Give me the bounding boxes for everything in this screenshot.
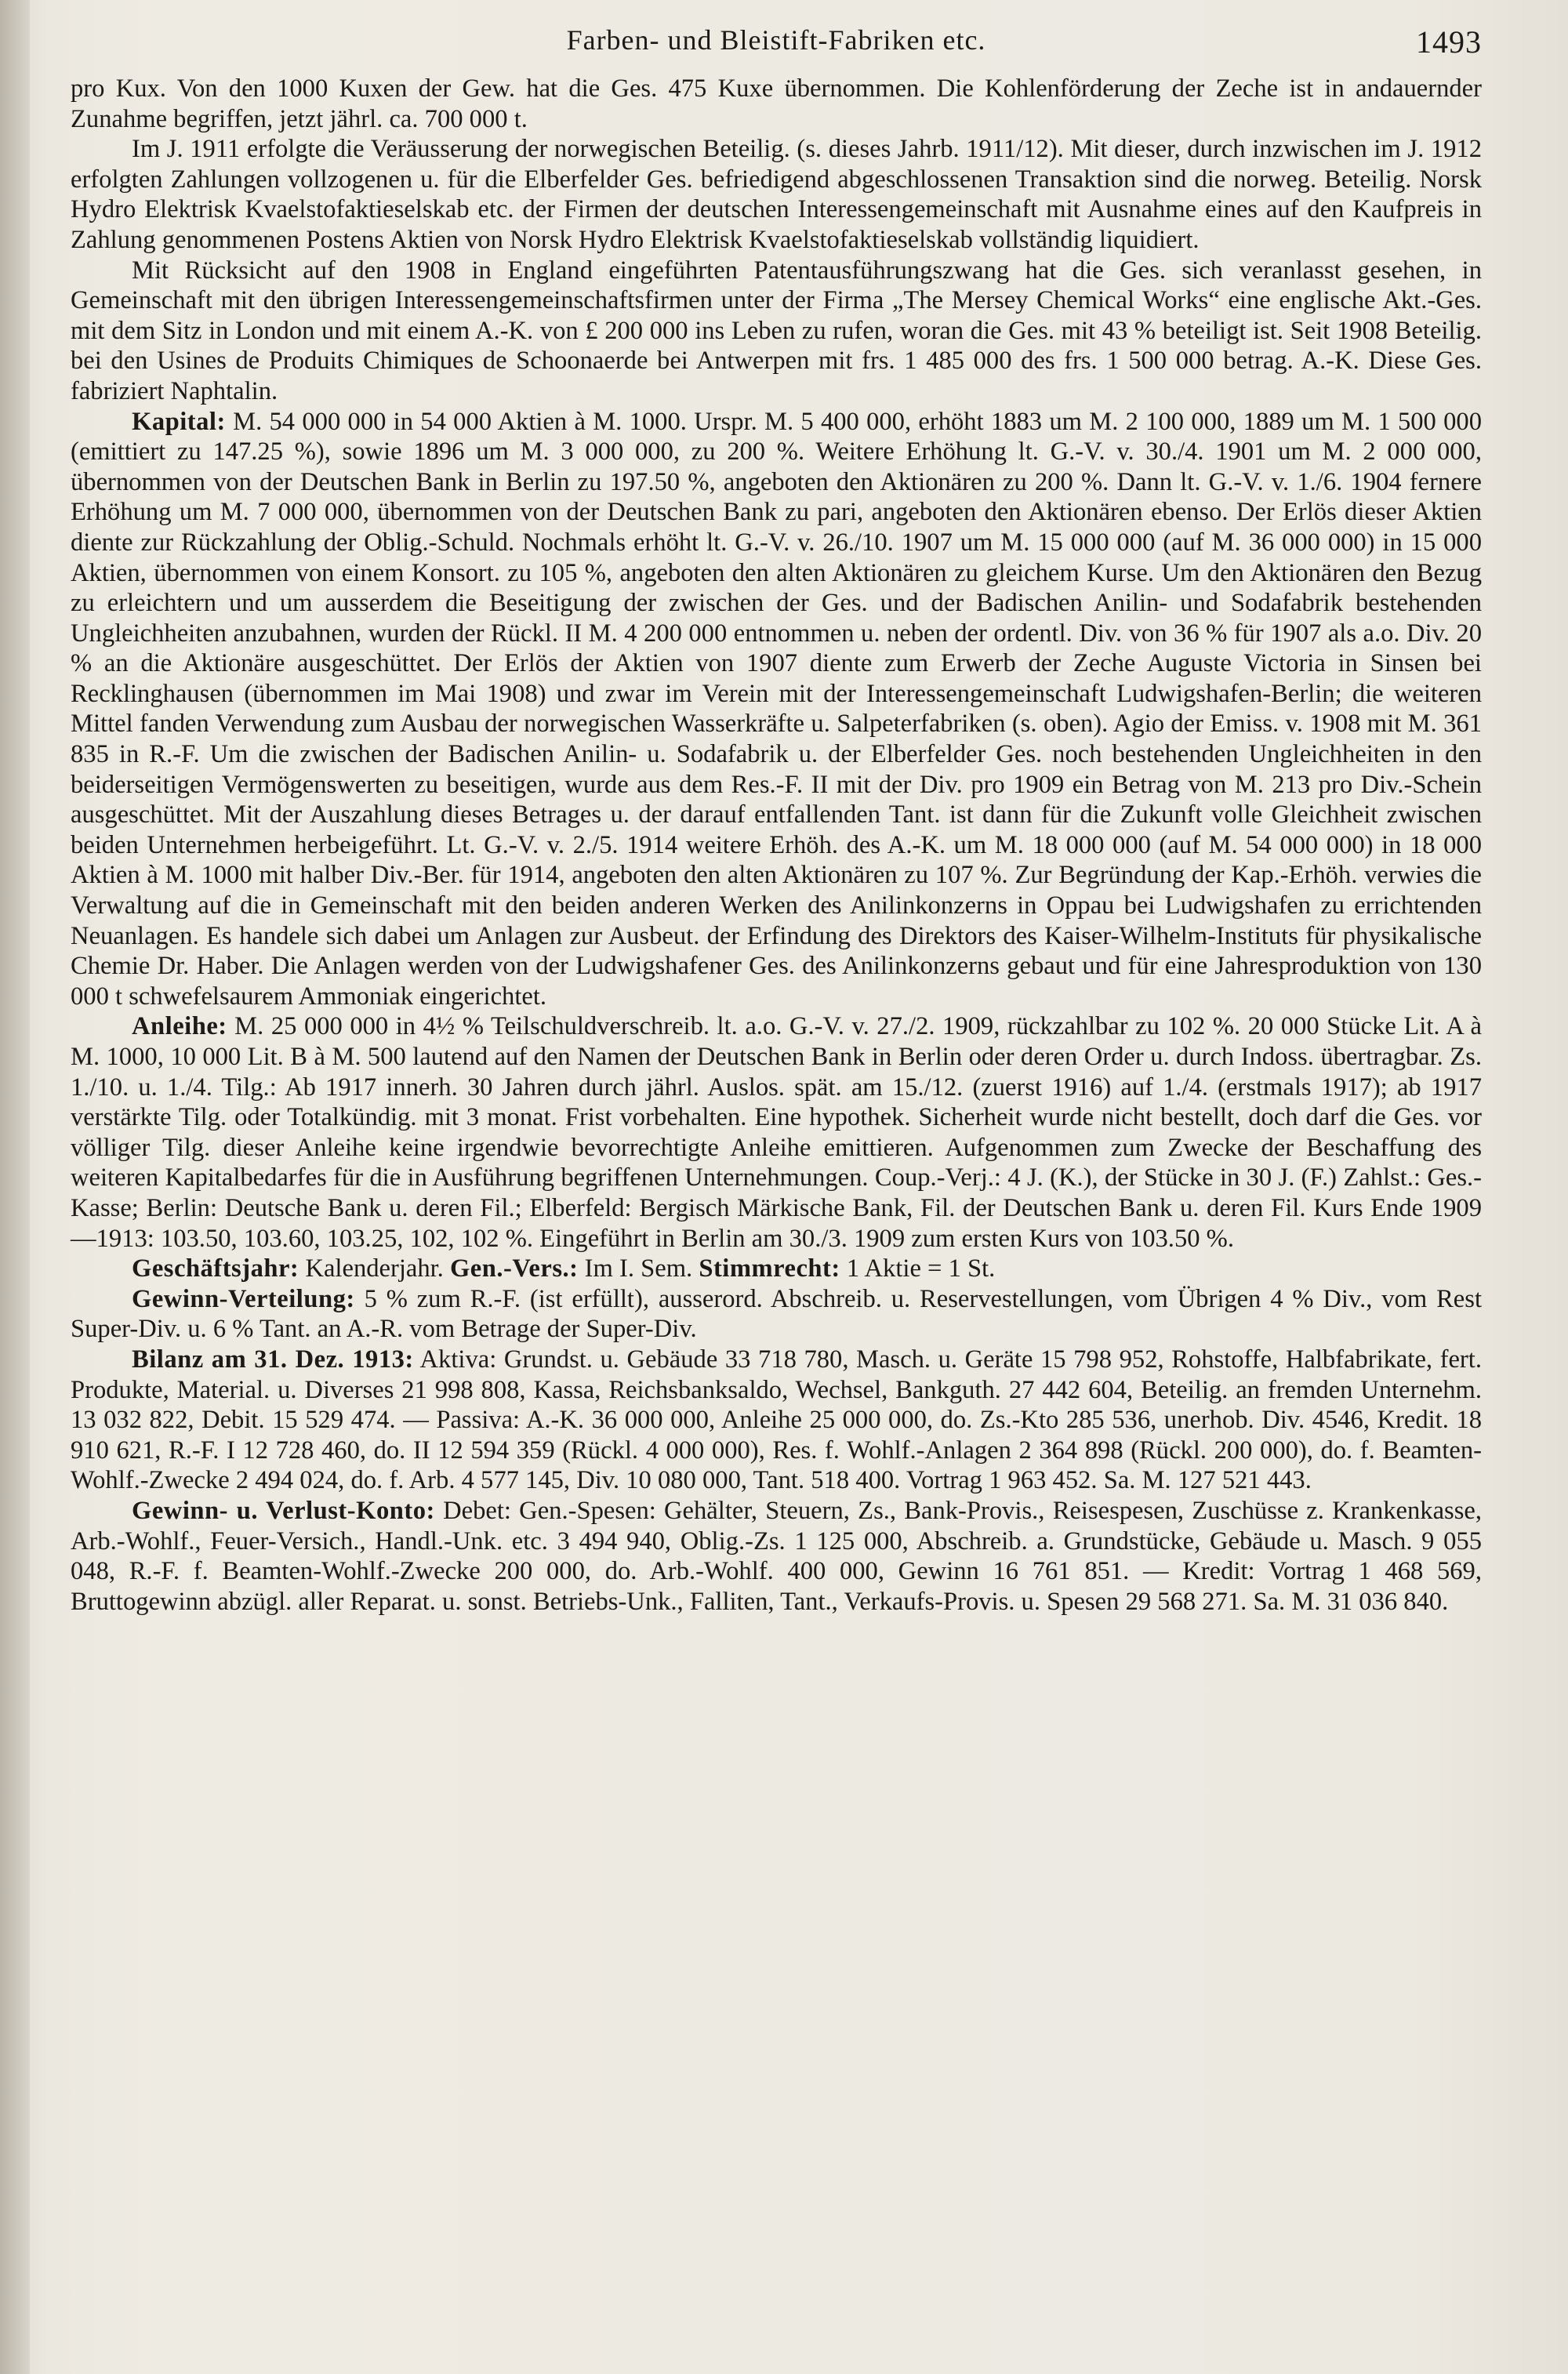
running-header <box>71 24 1482 74</box>
text-kapital: M. 54 000 000 in 54 000 Aktien à M. 1000. Urspr. M. 5 400 000, erhöht 1883 um M. 2 100 000, 1889 um M. 1 500 000 (emittiert zu 147.25 %), sowie 1896 um M. 3 000 000, zu 200 %. Weitere Erhöhung lt. G.-V. v. 30./4. 1901 um M. 2 000 000, übernommen von der Deutschen Bank in Berlin zu 197.50 %, angeboten den Aktionären zu 200 %. Dann lt. G.-V. v. 1./6. 1904 fernere Erhöhung um M. 7 000 000, übernommen von der Deutschen Bank zu pari, angeboten den Aktionären ebenso. Der Erlös dieser Aktien diente zur Rückzahlung der Oblig.-Schuld. Nochmals erhöht lt. G.-V. v. 26./10. 1907 um M. 15 000 000 (auf M. 36 000 000) in 15 000 Aktien, übernommen von einem Konsort. zu 105 %, angeboten den alten Aktionären zu gleichem Kurse. Um den Aktionären den Bezug zu erleichtern und um ausserdem die Beseitigung der zwischen der Ges. und der Badischen Anilin- und Sodafabrik bestehenden Ungleichheiten anzubahnen, wurden der Rückl. II M. 4 200 000 entnommen u. neben der ordentl. Div. von 36 % für 1907 als a.o. Div. 20 % an die Aktionäre ausgeschüttet. Der Erlös der Aktien von 1907 diente zum Erwerb der Zeche Auguste Victoria in Sinsen bei Recklinghausen (übernommen im Mai 1908) und zwar im Verein mit der Interessengemeinschaft Ludwigshafen-Berlin; die weiteren Mittel fanden Verwendung zum Ausbau der norwegischen Wasserkräfte u. Salpeterfabriken (s. oben). Agio der Emiss. v. 1908 mit M. 361 835 in R.-F. Um die zwischen der Badischen Anilin- u. Sodafabrik u. der Elberfelder Ges. noch bestehenden Ungleichheiten in den beiderseitigen Vermögenswerten zu beseitigen, wurde aus dem Res.-F. II mit der Div. pro 1909 ein Betrag von M. 213 pro Div.-Schein ausgeschüttet. Mit der Auszahlung dieses Betrages u. der darauf entfallenden Tant. ist dann für die Zukunft volle Gleichheit zwischen beiden Unternehmen herbeigeführt. Lt. G.-V. v. 2./5. 1914 weitere Erhöh. des A.-K. um M. 18 000 000 (auf M. 54 000 000) in 18 000 Aktien à M. 1000 mit halber Div.-Ber. für 1914, angeboten den alten Aktionären zu 107 %. Zur Begründung der Kap.-Erhöh. verwies die Verwaltung auf die in Gemeinschaft mit den beiden anderen Werken des Anilinkonzerns in Oppau bei Ludwigshafen zu errichtenden Neuanlagen. Es handele sich dabei um Anlagen zur Ausbeut. der Erfindung des Direktors des Kaiser-Wilhelm-Instituts für physikalische Chemie Dr. Haber. Die Anlagen werden von der Ludwigshafener Ges. des Anilinkonzerns gebaut und für eine Jahresproduktion von 130 000 t schwefelsaurem Ammoniak eingerichtet. <box>71 407 1482 1011</box>
label-gewinn-verteilung: Gewinn-Verteilung: <box>132 1284 355 1313</box>
label-gewinn-verlust: Gewinn- u. Verlust-Konto: <box>132 1496 435 1525</box>
text-bilanz: Aktiva: Grundst. u. Gebäude 33 718 780, Masch. u. Geräte 15 798 952, Rohstoffe, Halbfabrikate, fert. Produkte, Material. u. Diverses 21 998 808, Kassa, Reichsbanksaldo, Wechsel, Bankguth. 27 442 604, Beteilig. an fremden Unternehm. 13 032 822, Debit. 15 529 474. — Passiva: A.-K. 36 000 000, Anleihe 25 000 000, do. Zs.-Kto 285 536, unerhob. Div. 4546, Kredit. 18 910 621, R.-F. I 12 728 460, do. II 12 594 359 (Rückl. 4 000 000), Res. f. Wohlf.-Anlagen 2 364 898 (Rückl. 200 000), do. f. Beamten-Wohlf.-Zwecke 2 494 024, do. f. Arb. 4 577 145, Div. 10 080 000, Tant. 518 400. Vortrag 1 963 452. Sa. M. 127 521 443. <box>71 1345 1482 1495</box>
label-gen-vers: Gen.-Vers.: <box>449 1254 579 1283</box>
paragraph-gewinn-verlust <box>71 1496 1482 1617</box>
paragraph-kapital <box>71 407 1482 1012</box>
label-geschaeftsjahr: Geschäftsjahr: <box>132 1254 299 1283</box>
paragraph-kohlen: pro Kux. Von den 1000 Kuxen der Gew. hat die Ges. 475 Kuxe übernommen. Die Kohlenförderung der Zeche ist in andauernder Zunahme begriffen, jetzt jährl. ca. 700 000 t. <box>71 74 1482 133</box>
paragraph-bilanz <box>71 1345 1482 1496</box>
paragraph-gewinn-verteilung <box>71 1284 1482 1345</box>
text-anleihe: M. 25 000 000 in 4½ % Teilschuldverschreib. lt. a.o. G.-V. v. 27./2. 1909, rückzahlbar zu 102 %. 20 000 Stücke Lit. A à M. 1000, 10 000 Lit. B à M. 500 lautend auf den Namen der Deutschen Bank in Berlin oder deren Order u. durch Indoss. übertragbar. Zs. 1./10. u. 1./4. Tilg.: Ab 1917 innerh. 30 Jahren durch jährl. Auslos. spät. am 15./12. (zuerst 1916) auf 1./4. (erstmals 1917); ab 1917 verstärkte Tilg. oder Totalkündig. mit 3 monat. Frist vorbehalten. Eine hypothek. Sicherheit wurde nicht bestellt, doch darf die Ges. vor völliger Tilg. dieser Anleihe keine irgendwie bevorrechtigte Anleihe emittieren. Aufgenommen zum Zwecke der Beschaffung des weiteren Kapitalbedarfes für die in Ausführung begriffenen Unternehmungen. Coup.-Verj.: 4 J. (K.), der Stücke in 30 J. (F.) Zahlst.: Ges.-Kasse; Berlin: Deutsche Bank u. deren Fil.; Elberfeld: Bergisch Märkische Bank, Fil. der Deutschen Bank u. deren Fil. Kurs Ende 1909—1913: 103.50, 103.60, 103.25, 102, 102 %. Eingeführt in Berlin am 30./3. 1909 zum ersten Kurs von 103.50 %. <box>71 1012 1482 1253</box>
text-gewinn-verlust: Debet: Gen.-Spesen: Gehälter, Steuern, Zs., Bank-Provis., Reisespesen, Zuschüsse z. Krankenkasse, Arb.-Wohlf., Feuer-Versich., Handl.-Unk. etc. 3 494 940, Oblig.-Zs. 1 125 000, Abschreib. a. Grundstücke, Gebäude u. Masch. 9 055 048, R.-F. f. Beamten-Wohlf.-Zwecke 200 000, do. Arb.-Wohlf. 400 000, Gewinn 16 761 851. — Kredit: Vortrag 1 468 569, Bruttogewinn abzügl. aller Reparat. u. sonst. Betriebs-Unk., Falliten, Tant., Verkaufs-Provis. u. Spesen 29 568 271. Sa. M. 31 036 840. <box>71 1496 1482 1616</box>
paragraph-anleihe <box>71 1011 1482 1254</box>
header-title: Farben- und Bleistift-Fabriken etc. <box>566 24 986 56</box>
paragraph-england: Mit Rücksicht auf den 1908 in England eingeführten Patentausführungszwang hat die Ges. sich veranlasst gesehen, in Gemeinschaft mit den übrigen Interessengemeinschaftsfirmen unter der Firma „The Mersey Chemical Works“ eine englische Akt.-Ges. mit dem Sitz in London und mit einem A.-K. von £ 200 000 ins Leben zu rufen, woran die Ges. mit 43 % beteiligt ist. Seit 1908 Beteilig. bei den Usines de Produits Chimiques de Schoonaerde bei Antwerpen mit frs. 1 485 000 des frs. 1 500 000 betrag. A.-K. Diese Ges. fabriziert Naphtalin. <box>71 256 1482 405</box>
text-gewinn-verteilung: 5 % zum R.-F. (ist erfüllt), ausserord. Abschreib. u. Reservestellungen, vom Übrigen 4 % Div., vom Rest Super-Div. u. 6 % Tant. an A.-R. vom Betrage der Super-Div. <box>71 1284 1482 1344</box>
book-spine-shadow <box>0 0 30 2374</box>
label-bilanz: Bilanz am 31. Dez. 1913: <box>132 1345 414 1374</box>
paragraph-geschaeftsjahr <box>71 1254 1482 1284</box>
text-gen-vers: Im I. Sem. <box>578 1254 699 1283</box>
text-stimmrecht: 1 Aktie = 1 St. <box>840 1254 996 1283</box>
body-text <box>71 74 1482 1617</box>
label-kapital: Kapital: <box>132 407 226 436</box>
label-stimmrecht: Stimmrecht: <box>699 1254 840 1283</box>
paragraph-norwegen: Im J. 1911 erfolgte die Veräusserung der norwegischen Beteilig. (s. dieses Jahrb. 1911/12). Mit dieser, durch inzwischen im J. 1912 erfolgten Zahlungen vollzogenen u. für die Elberfelder Ges. befriedigend abgeschlossenen Transaktion sind die norweg. Beteilig. Norsk Hydro Elektrisk Kvaelstofaktieselskab etc. der Firmen der deutschen Interessengemeinschaft mit Ausnahme eines auf den Kaufpreis in Zahlung genommenen Postens Aktien von Norsk Hydro Elektrisk Kvaelstofaktieselskab vollständig liquidiert. <box>71 135 1482 254</box>
page-number: 1493 <box>1416 24 1482 60</box>
text-geschaeftsjahr: Kalenderjahr. <box>299 1254 450 1283</box>
label-anleihe: Anleihe: <box>132 1012 227 1041</box>
